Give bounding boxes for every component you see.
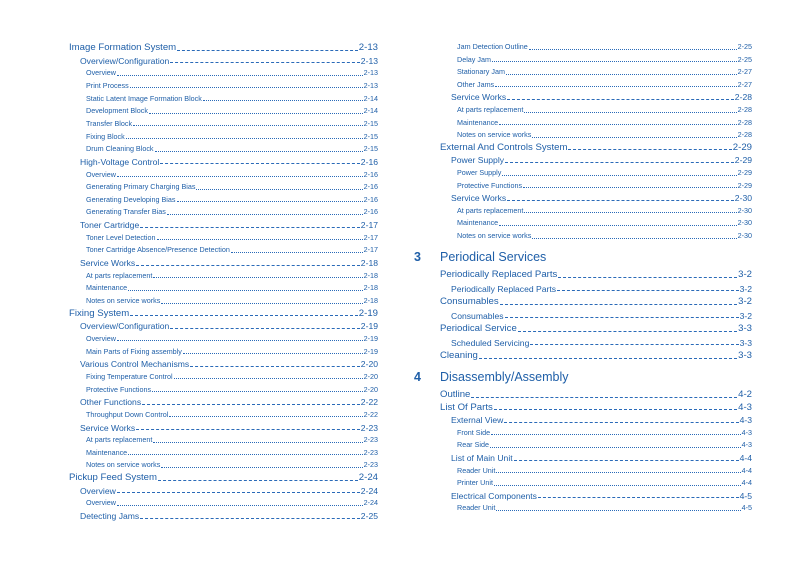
toc-leader-dots [152,391,362,392]
toc-entry-title: Static Latent Image Formation Block [86,93,202,103]
toc-entry-page: 2-24 [363,498,378,508]
toc-entry-level-3[interactable] [440,104,752,116]
toc-entry-level-3[interactable] [440,230,752,242]
toc-entry-title: Outline [440,389,471,400]
toc-entry-level-3[interactable] [69,384,378,396]
toc-entry-page: 3-3 [739,337,752,348]
toc-entry-title: Protective Functions [457,180,523,190]
toc-entry-page: 2-25 [737,42,752,51]
toc-entry-level-2[interactable] [440,310,752,322]
toc-leader-dots [128,290,362,291]
toc-leader-dots [532,137,736,138]
toc-entry-title: Fixing System [69,307,130,319]
toc-leader-dots [492,61,737,62]
toc-entry-title: High-Voltage Control [80,156,160,167]
toc-entry-page: 2-15 [363,118,378,128]
toc-entry-page: 2-22 [360,397,378,408]
toc-entry-title: Fixing Block [86,131,125,141]
toc-entry-page: 2-15 [363,131,378,141]
toc-leader-dots [140,518,360,519]
toc-entry-level-3[interactable] [69,282,378,294]
toc-entry-level-3[interactable] [69,67,378,79]
toc-entry-title: Other Functions [80,397,142,408]
toc-entry-page: 2-14 [363,93,378,103]
toc-entry-title: Electrical Components [451,490,537,501]
toc-leader-dots [494,485,741,486]
toc-entry-page: 3-2 [739,283,752,294]
toc-entry-level-2[interactable] [69,358,378,370]
toc-entry-level-3[interactable] [440,427,752,439]
toc-entry-title: Overview [86,169,116,179]
toc-entry-title: Cleaning [440,350,478,361]
toc-entry-title: Transfer Block [86,118,133,128]
chapter3-heading [414,250,546,264]
toc-entry-title: Notes on service works [457,231,532,240]
toc-leader-dots [155,151,363,152]
toc-leader-dots [126,138,363,139]
toc-entry-title: Service Works [80,258,136,269]
toc-leader-dots [530,344,738,345]
toc-entry-page: 2-27 [737,67,752,77]
toc-entry-title: Front Side [457,427,491,437]
toc-leader-dots [568,149,731,150]
toc-entry-level-3[interactable] [69,409,378,421]
toc-leader-dots [117,505,363,506]
toc-entry-level-3[interactable] [69,131,378,143]
toc-leader-dots [136,265,360,266]
toc-leader-dots [149,113,363,114]
toc-entry-level-2[interactable] [440,192,752,204]
toc-entry-title: Maintenance [457,218,499,228]
toc-entry-title: Overview [86,68,116,78]
toc-entry-level-3[interactable] [69,346,378,358]
toc-entry-title: Throughput Down Control [86,409,169,419]
toc-entry-level-1[interactable] [440,323,752,335]
toc-entry-level-3[interactable] [440,167,752,179]
toc-entry-level-3[interactable] [69,244,378,256]
toc-leader-dots [514,460,739,461]
toc-leader-dots [507,200,734,201]
toc-entry-page: 2-30 [737,205,752,215]
toc-entry-title: Reader Unit [457,503,496,513]
toc-entry-page: 2-25 [737,54,752,64]
toc-leader-dots [499,225,736,226]
toc-leader-dots [158,480,358,481]
toc-leader-dots [505,162,734,163]
toc-leader-dots [117,176,363,177]
toc-leader-dots [506,74,737,75]
toc-leader-dots [169,416,362,417]
toc-entry-title: Jam Detection Outline [457,42,528,51]
toc-entry-title: Overview [80,485,116,496]
toc-leader-dots [130,315,358,316]
toc-leader-dots [133,125,363,126]
toc-leader-dots [167,214,363,215]
toc-leader-dots [502,175,736,176]
toc-entry-level-3[interactable] [440,180,752,192]
toc-entry-page: 4-3 [738,401,752,413]
toc-entry-title: Consumables [440,296,499,307]
toc-entry-page: 2-13 [360,55,378,66]
toc-leader-dots [491,434,740,435]
toc-entry-level-2[interactable] [440,490,752,502]
toc-leader-dots [529,49,737,50]
toc-leader-dots [532,238,736,239]
toc-entry-page: 2-16 [360,156,378,167]
toc-entry-title: Service Works [80,422,136,433]
toc-leader-dots [161,303,362,304]
toc-entry-title: Delay Jam [457,54,491,64]
toc-entry-page: 2-13 [363,80,378,90]
toc-entry-level-3[interactable] [440,217,752,229]
toc-leader-dots [117,75,363,76]
toc-entry-title: Periodically Replaced Parts [440,269,558,280]
toc-entry-title: Image Formation System [69,42,177,53]
toc-entry-title: List of Main Unit [451,453,513,463]
toc-leader-dots [504,422,738,423]
toc-entry-level-3[interactable] [69,447,378,459]
toc-entry-title: Printer Unit [457,478,493,488]
toc-entry-page: 4-3 [741,440,752,450]
toc-leader-dots [157,239,363,240]
toc-leader-dots [495,86,736,87]
toc-entry-level-3[interactable] [69,371,378,383]
toc-entry-page: 2-18 [363,270,378,280]
toc-entry-title: Maintenance [86,283,128,293]
toc-entry-level-3[interactable] [69,143,378,155]
toc-entry-level-2[interactable] [69,485,378,497]
toc-leader-dots [558,277,737,278]
toc-entry-page: 2-29 [737,168,752,177]
toc-entry-page: 2-28 [737,117,752,127]
toc-entry-level-2[interactable] [440,154,752,166]
toc-entry-page: 2-18 [363,283,378,293]
toc-entry-title: Pickup Feed System [69,472,157,484]
toc-entry-page: 2-23 [363,460,378,470]
toc-entry-level-1[interactable] [69,472,378,484]
toc-entry-level-1[interactable] [440,402,752,414]
toc-leader-dots [117,492,360,493]
toc-entry-level-2[interactable] [69,55,378,67]
toc-leader-dots [523,187,736,188]
chapter-number: 3 [414,250,421,264]
toc-leader-dots [505,317,739,318]
toc-entry-title: Overview [86,333,116,343]
toc-entry-page: 2-19 [358,307,378,319]
toc-entry-title: Stationary Jam [457,67,505,77]
toc-leader-dots [496,510,740,511]
toc-entry-page: 2-30 [737,231,752,240]
toc-leader-dots [160,163,359,164]
toc-entry-title: Power Supply [451,155,505,166]
toc-entry-title: At parts replacement [457,105,524,114]
toc-entry-page: 2-28 [734,92,752,103]
toc-entry-level-2[interactable] [69,422,378,434]
toc-entry-page: 3-3 [738,323,752,334]
toc-entry-title: Other Jams [457,79,495,89]
toc-entry-level-2[interactable] [69,510,378,522]
toc-entry-level-2[interactable] [440,452,752,464]
toc-entry-level-1[interactable] [440,389,752,401]
toc-entry-page: 4-4 [741,478,752,488]
toc-leader-dots [190,366,360,367]
toc-entry-page: 2-20 [360,359,378,370]
toc-entry-title: Notes on service works [457,130,532,140]
toc-leader-dots [494,409,737,410]
toc-entry-title: Maintenance [86,447,128,457]
toc-entry-level-2[interactable] [440,337,752,349]
toc-entry-level-3[interactable] [440,502,752,514]
toc-entry-page: 2-15 [363,144,378,154]
toc-leader-dots [117,340,363,341]
toc-entry-level-2[interactable] [440,283,752,295]
toc-entry-level-3[interactable] [69,194,378,206]
toc-entry-page: 2-18 [360,258,378,269]
toc-entry-title: Maintenance [457,117,499,127]
toc-leader-dots [507,99,734,100]
toc-entry-page: 2-28 [737,105,752,114]
chapter-number: 4 [414,370,421,384]
toc-entry-level-3[interactable] [69,181,378,193]
toc-entry-level-3[interactable] [440,129,752,141]
toc-entry-title: Notes on service works [86,296,161,305]
toc-entry-level-3[interactable] [69,80,378,92]
toc-entry-title: Detecting Jams [80,511,140,522]
toc-entry-title: Overview [86,498,116,508]
toc-entry-page: 2-19 [363,333,378,343]
toc-leader-dots [153,442,362,443]
toc-entry-title: Service Works [451,92,507,103]
toc-leader-dots [142,404,360,405]
toc-entry-level-1[interactable] [440,350,752,362]
toc-leader-dots [231,252,363,253]
toc-entry-level-3[interactable] [69,497,378,509]
toc-entry-page: 2-17 [360,220,378,231]
toc-entry-level-1[interactable] [69,308,378,320]
toc-leader-dots [203,100,363,101]
toc-entry-page: 2-29 [732,141,752,153]
toc-entry-page: 3-2 [738,269,752,280]
toc-entry-page: 3-2 [739,310,752,321]
toc-entry-title: Periodically Replaced Parts [451,283,557,294]
toc-entry-title: Print Process [86,80,129,90]
toc-entry-level-3[interactable] [440,66,752,78]
toc-entry-title: Toner Level Detection [86,232,156,242]
toc-leader-dots [490,447,741,448]
toc-entry-level-3[interactable] [440,117,752,129]
toc-entry-page: 3-3 [738,350,752,361]
toc-entry-level-3[interactable] [69,434,378,446]
toc-entry-page: 2-20 [363,371,378,381]
toc-entry-level-3[interactable] [69,333,378,345]
toc-entry-level-2[interactable] [69,257,378,269]
toc-entry-title: Drum Cleaning Block [86,144,154,154]
toc-entry-title: Power Supply [457,168,502,177]
toc-entry-level-3[interactable] [440,465,752,477]
toc-leader-dots [524,212,736,213]
toc-entry-title: Reader Unit [457,465,496,475]
toc-entry-title: Overview/Configuration [80,321,170,332]
toc-leader-dots [499,124,736,125]
toc-entry-page: 2-16 [363,169,378,179]
toc-leader-dots [130,87,363,88]
toc-entry-page: 4-2 [738,389,752,400]
toc-entry-level-1[interactable] [440,269,752,281]
toc-leader-dots [496,472,740,473]
toc-entry-level-3[interactable] [69,459,378,471]
toc-entry-level-2[interactable] [440,91,752,103]
toc-entry-page: 2-25 [360,511,378,522]
toc-entry-page: 2-23 [360,422,378,433]
toc-entry-level-2[interactable] [69,219,378,231]
toc-entry-level-1[interactable] [440,296,752,308]
toc-entry-page: 2-30 [737,218,752,228]
toc-entry-title: At parts replacement [86,435,153,445]
toc-entry-title: Protective Functions [86,384,152,394]
toc-entry-title: External View [451,415,504,426]
toc-entry-level-3[interactable] [440,205,752,217]
toc-leader-dots [557,290,738,291]
toc-entry-title: Main Parts of Fixing assembly [86,346,182,356]
toc-entry-page: 2-22 [363,409,378,419]
toc-leader-dots [170,62,359,63]
toc-leader-dots [140,227,360,228]
toc-entry-page: 4-4 [741,465,752,475]
toc-leader-dots [153,277,362,278]
toc-entry-page: 2-24 [358,472,378,484]
toc-entry-title: External And Controls System [440,141,568,153]
toc-entry-page: 3-2 [738,296,752,307]
chapter-title: Periodical Services [440,250,547,264]
toc-entry-title: Overview/Configuration [80,55,170,66]
toc-entry-page: 2-17 [363,232,378,242]
toc-entry-title: Fixing Temperature Control [86,371,173,381]
toc-entry-title: Periodical Service [440,323,517,334]
toc-leader-dots [177,201,363,202]
toc-entry-title: Generating Developing Bias [86,194,176,204]
toc-leader-dots [518,331,737,332]
toc-entry-page: 2-29 [734,155,752,166]
toc-entry-level-2[interactable] [69,320,378,332]
toc-entry-level-3[interactable] [440,79,752,91]
toc-entry-title: Service Works [451,193,507,204]
toc-entry-title: List Of Parts [440,401,493,413]
chapter-title: Disassembly/Assembly [440,370,569,384]
toc-entry-title: Scheduled Servicing [451,337,530,348]
toc-entry-level-3[interactable] [440,41,752,53]
toc-entry-level-3[interactable] [69,105,378,117]
toc-entry-page: 2-24 [360,485,378,496]
toc-leader-dots [161,467,362,468]
toc-entry-title: Development Block [86,106,148,116]
toc-entry-title: Toner Cartridge Absence/Presence Detection [86,245,230,255]
toc-leader-dots [174,378,363,379]
toc-entry-level-3[interactable] [69,270,378,282]
toc-leader-dots [170,328,359,329]
toc-entry-level-3[interactable] [69,169,378,181]
toc-entry-title: At parts replacement [86,270,153,280]
toc-entry-page: 2-13 [363,68,378,78]
toc-entry-page: 4-3 [739,415,752,426]
toc-entry-title: Rear Side [457,440,489,450]
toc-entry-page: 2-14 [363,106,378,116]
toc-leader-dots [479,358,737,359]
toc-entry-page: 4-5 [741,503,752,513]
toc-entry-level-3[interactable] [440,439,752,451]
toc-entry-page: 2-19 [360,321,378,332]
toc-leader-dots [471,397,737,398]
toc-entry-title: Toner Cartridge [80,220,140,231]
toc-entry-level-1[interactable] [69,42,378,54]
toc-entry-level-2[interactable] [69,156,378,168]
toc-entry-page: 2-23 [363,435,378,445]
toc-entry-title: At parts replacement [457,205,524,215]
toc-entry-page: 2-16 [363,182,378,192]
toc-entry-page: 2-16 [363,207,378,217]
toc-leader-dots [500,304,737,305]
toc-leader-dots [196,189,362,190]
toc-entry-page: 2-18 [363,296,378,305]
toc-entry-page: 2-20 [363,384,378,394]
toc-entry-title: Various Control Mechanisms [80,359,190,370]
toc-entry-level-2[interactable] [440,414,752,426]
toc-entry-level-3[interactable] [69,93,378,105]
toc-entry-page: 2-29 [737,180,752,190]
toc-entry-level-3[interactable] [69,118,378,130]
toc-entry-level-1[interactable] [440,142,752,154]
toc-entry-page: 4-5 [739,490,752,501]
toc-entry-page: 4-4 [739,453,752,463]
toc-entry-level-3[interactable] [440,477,752,489]
toc-entry-level-3[interactable] [69,232,378,244]
toc-entry-page: 2-27 [737,79,752,89]
toc-entry-page: 2-30 [734,193,752,204]
toc-leader-dots [136,429,360,430]
toc-entry-level-2[interactable] [69,396,378,408]
toc-leader-dots [177,50,358,51]
chapter4-heading [414,370,569,384]
toc-entry-level-3[interactable] [69,206,378,218]
toc-entry-title: Generating Transfer Bias [86,207,166,217]
toc-entry-level-3[interactable] [69,295,378,307]
toc-entry-page: 2-28 [737,130,752,140]
toc-leader-dots [128,454,362,455]
toc-entry-page: 2-17 [363,245,378,255]
toc-entry-title: Generating Primary Charging Bias [86,182,196,192]
toc-entry-page: 2-13 [358,42,378,53]
toc-leader-dots [183,353,363,354]
toc-entry-page: 4-3 [741,427,752,437]
toc-entry-page: 2-19 [363,346,378,356]
toc-entry-page: 2-16 [363,194,378,204]
toc-entry-page: 2-23 [363,447,378,457]
toc-entry-level-3[interactable] [440,54,752,66]
toc-entry-title: Consumables [451,310,504,321]
toc-leader-dots [524,112,736,113]
toc-entry-title: Notes on service works [86,460,161,470]
toc-leader-dots [538,497,739,498]
